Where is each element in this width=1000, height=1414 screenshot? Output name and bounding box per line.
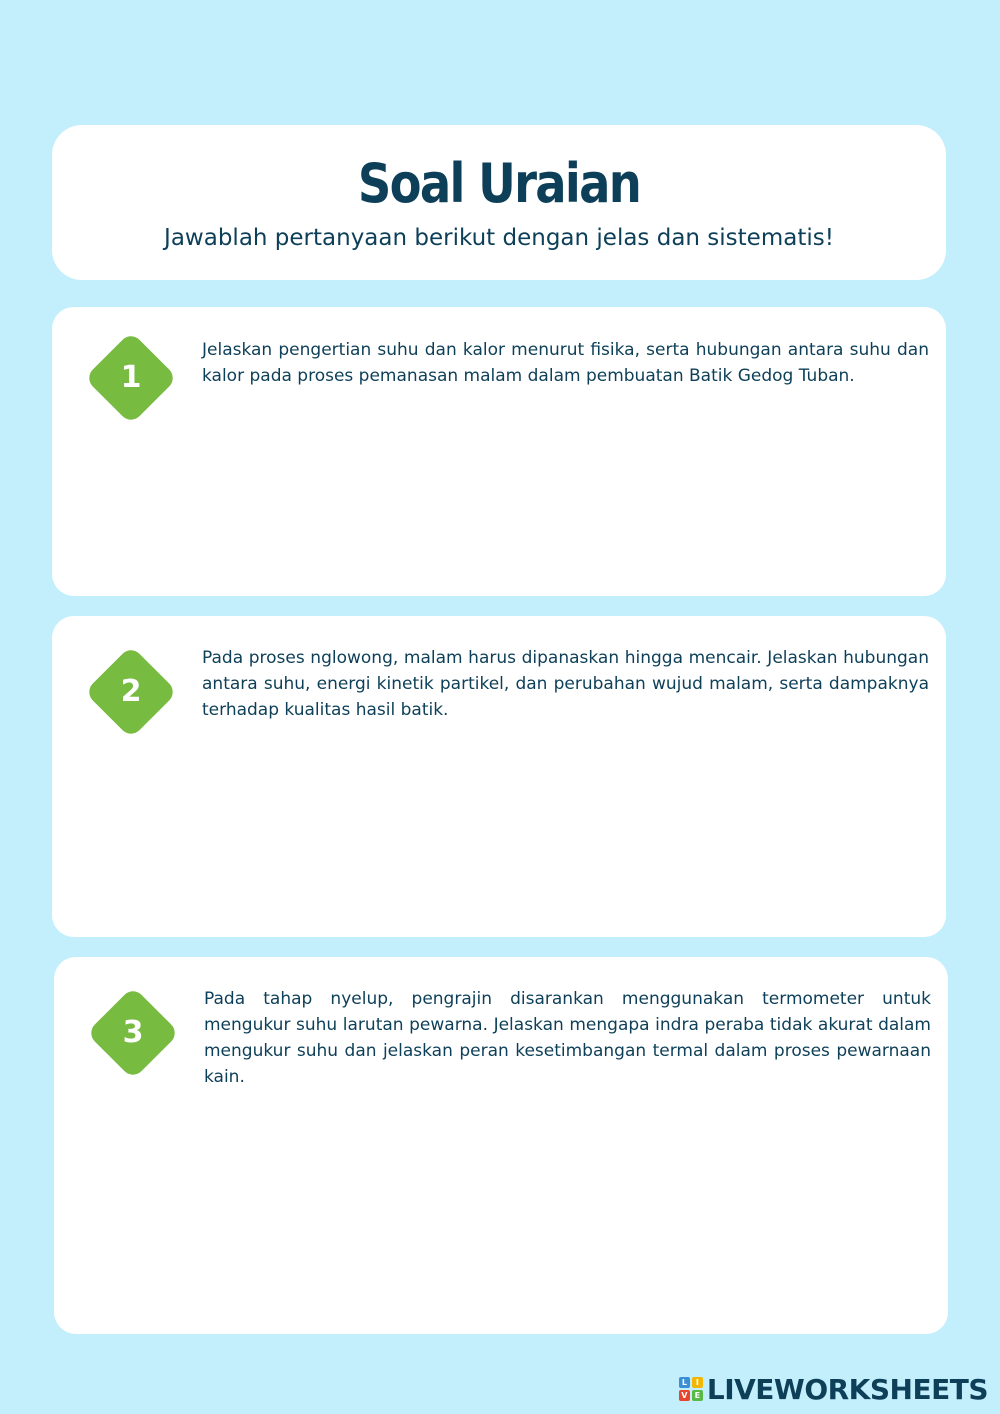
logo-letter-i: I: [692, 1377, 703, 1388]
liveworksheets-logo[interactable]: [679, 1374, 988, 1404]
liveworksheets-logo-icon: [679, 1377, 703, 1401]
logo-letter-l: L: [679, 1377, 690, 1388]
question-card-1: [52, 307, 946, 596]
question-text: Pada tahap nyelup, pengrajin disarankan menggunakan termometer untuk mengukur suhu larutan pewarna. Jelaskan mengapa indra peraba tidak akurat dalam mengukur suhu dan jelaskan peran kesetimbangan termal dalam proses pewarnaan kain.: [204, 989, 931, 1087]
question-number: 3: [122, 1015, 144, 1050]
header-card: [52, 125, 946, 280]
question-number: 2: [120, 674, 142, 709]
question-number: 1: [120, 360, 142, 395]
brand-name: LIVEWORKSHEETS: [706, 1372, 988, 1406]
question-text: Pada proses nglowong, malam harus dipanaskan hingga mencair. Jelaskan hubungan antara suhu, energi kinetik partikel, dan perubahan wujud malam, serta dampaknya terhadap kualitas hasil batik.: [202, 648, 929, 720]
page-subtitle: Jawablah pertanyaan berikut dengan jelas dan sistematis!: [164, 225, 834, 251]
question-text: Jelaskan pengertian suhu dan kalor menurut fisika, serta hubungan antara suhu dan kalor pada proses pemanasan malam dalam pembuatan Batik Gedog Tuban.: [202, 340, 929, 386]
logo-letter-v: V: [679, 1390, 690, 1401]
question-card-2: [52, 616, 946, 937]
question-card-3: [54, 957, 948, 1334]
logo-letter-e: E: [692, 1390, 703, 1401]
page-title: Soal Uraian: [357, 152, 641, 215]
